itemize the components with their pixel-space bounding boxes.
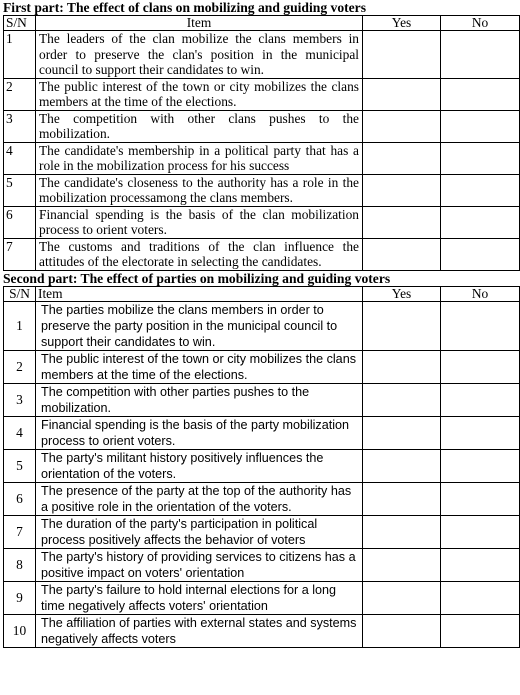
- table-row: [4, 301, 520, 350]
- table-row: [4, 350, 520, 383]
- yes-answer-cell[interactable]: [363, 449, 441, 482]
- part1-col-sn: S/N: [4, 16, 36, 31]
- no-answer-cell[interactable]: [441, 581, 520, 614]
- part2-heading: Second part: The effect of parties on mobilizing and guiding voters: [3, 270, 391, 286]
- yes-answer-cell[interactable]: [363, 142, 441, 174]
- row-number: 8: [4, 548, 36, 581]
- yes-answer-cell[interactable]: [363, 614, 441, 647]
- no-answer-cell[interactable]: [441, 416, 520, 449]
- yes-answer-cell[interactable]: [363, 482, 441, 515]
- row-item-text: The public interest of the town or city mobilizes the clans members at the time of the elections.: [36, 350, 363, 383]
- no-answer-cell[interactable]: [441, 350, 520, 383]
- no-answer-cell[interactable]: [441, 515, 520, 548]
- part2-col-yes: Yes: [363, 286, 441, 301]
- part2-header-row: [4, 286, 520, 301]
- row-item-text: The presence of the party at the top of the authority has a positive role in the orientation of the voters.: [36, 482, 363, 515]
- no-answer-cell[interactable]: [441, 482, 520, 515]
- row-item-text: The candidate's membership in a political party that has a role in the mobilization process for his success: [36, 142, 363, 174]
- row-item-text: The parties mobilize the clans members in order to preserve the party position in the municipal council to support their candidates to win.: [36, 301, 363, 350]
- yes-answer-cell[interactable]: [363, 174, 441, 206]
- table-row: [4, 515, 520, 548]
- table-row: [4, 614, 520, 647]
- no-answer-cell[interactable]: [441, 614, 520, 647]
- row-item-text: The party's failure to hold internal elections for a long time negatively affects voters' orientation: [36, 581, 363, 614]
- row-number: 2: [4, 350, 36, 383]
- no-answer-cell[interactable]: [441, 206, 520, 238]
- row-number: 5: [4, 174, 36, 206]
- no-answer-cell[interactable]: [441, 142, 520, 174]
- yes-answer-cell[interactable]: [363, 31, 441, 79]
- row-item-text: The duration of the party's participation in political process positively affects the behavior of voters: [36, 515, 363, 548]
- row-number: 10: [4, 614, 36, 647]
- row-number: 2: [4, 78, 36, 110]
- yes-answer-cell[interactable]: [363, 206, 441, 238]
- table-row: [4, 548, 520, 581]
- no-answer-cell[interactable]: [441, 383, 520, 416]
- table-row: [4, 482, 520, 515]
- row-item-text: The competition with other clans pushes to the mobilization.: [36, 110, 363, 142]
- no-answer-cell[interactable]: [441, 174, 520, 206]
- yes-answer-cell[interactable]: [363, 581, 441, 614]
- part2-col-item: Item: [36, 286, 363, 301]
- part1-col-no: No: [441, 16, 520, 31]
- no-answer-cell[interactable]: [441, 449, 520, 482]
- row-number: 3: [4, 383, 36, 416]
- row-number: 9: [4, 581, 36, 614]
- table-row: [4, 206, 520, 238]
- row-item-text: The candidate's closeness to the authority has a role in the mobilization processamong the clans members.: [36, 174, 363, 206]
- row-item-text: The leaders of the clan mobilize the clans members in order to preserve the clan's position in the municipal council to support their candidates to win.: [36, 31, 363, 79]
- part1-heading: First part: The effect of clans on mobilizing and guiding voters: [3, 0, 366, 15]
- part1-col-yes: Yes: [363, 16, 441, 31]
- row-item-text: The customs and traditions of the clan influence the attitudes of the electorate in selecting the candidates.: [36, 238, 363, 270]
- part1-table: [3, 15, 520, 271]
- yes-answer-cell[interactable]: [363, 383, 441, 416]
- table-row: [4, 416, 520, 449]
- row-item-text: The public interest of the town or city mobilizes the clans members at the time of the elections.: [36, 78, 363, 110]
- row-item-text: The competition with other parties pushes to the mobilization.: [36, 383, 363, 416]
- no-answer-cell[interactable]: [441, 548, 520, 581]
- part2-col-no: No: [441, 286, 520, 301]
- part2-col-sn: S/N: [4, 286, 36, 301]
- yes-answer-cell[interactable]: [363, 238, 441, 270]
- table-row: [4, 110, 520, 142]
- no-answer-cell[interactable]: [441, 31, 520, 79]
- table-row: [4, 383, 520, 416]
- no-answer-cell[interactable]: [441, 78, 520, 110]
- table-row: [4, 238, 520, 270]
- yes-answer-cell[interactable]: [363, 78, 441, 110]
- part1-col-item: Item: [36, 16, 363, 31]
- row-number: 4: [4, 416, 36, 449]
- yes-answer-cell[interactable]: [363, 515, 441, 548]
- no-answer-cell[interactable]: [441, 238, 520, 270]
- questionnaire-page: [3, 0, 519, 648]
- part2-table: [3, 286, 520, 648]
- table-row: [4, 31, 520, 79]
- table-row: [4, 78, 520, 110]
- row-number: 5: [4, 449, 36, 482]
- table-row: [4, 142, 520, 174]
- row-item-text: Financial spending is the basis of the party mobilization process to orient voters.: [36, 416, 363, 449]
- table-row: [4, 581, 520, 614]
- no-answer-cell[interactable]: [441, 301, 520, 350]
- row-number: 1: [4, 301, 36, 350]
- no-answer-cell[interactable]: [441, 110, 520, 142]
- row-item-text: The party's militant history positively influences the orientation of the voters.: [36, 449, 363, 482]
- row-item-text: The affiliation of parties with external states and systems negatively affects voters: [36, 614, 363, 647]
- row-number: 4: [4, 142, 36, 174]
- row-item-text: Financial spending is the basis of the clan mobilization process to orient voters.: [36, 206, 363, 238]
- yes-answer-cell[interactable]: [363, 548, 441, 581]
- yes-answer-cell[interactable]: [363, 350, 441, 383]
- row-number: 6: [4, 482, 36, 515]
- row-number: 3: [4, 110, 36, 142]
- yes-answer-cell[interactable]: [363, 110, 441, 142]
- row-number: 6: [4, 206, 36, 238]
- row-number: 7: [4, 515, 36, 548]
- yes-answer-cell[interactable]: [363, 301, 441, 350]
- part1-header-row: [4, 16, 520, 31]
- table-row: [4, 449, 520, 482]
- row-number: 1: [4, 31, 36, 79]
- table-row: [4, 174, 520, 206]
- row-item-text: The party's history of providing services to citizens has a positive impact on voters' orientation: [36, 548, 363, 581]
- row-number: 7: [4, 238, 36, 270]
- yes-answer-cell[interactable]: [363, 416, 441, 449]
